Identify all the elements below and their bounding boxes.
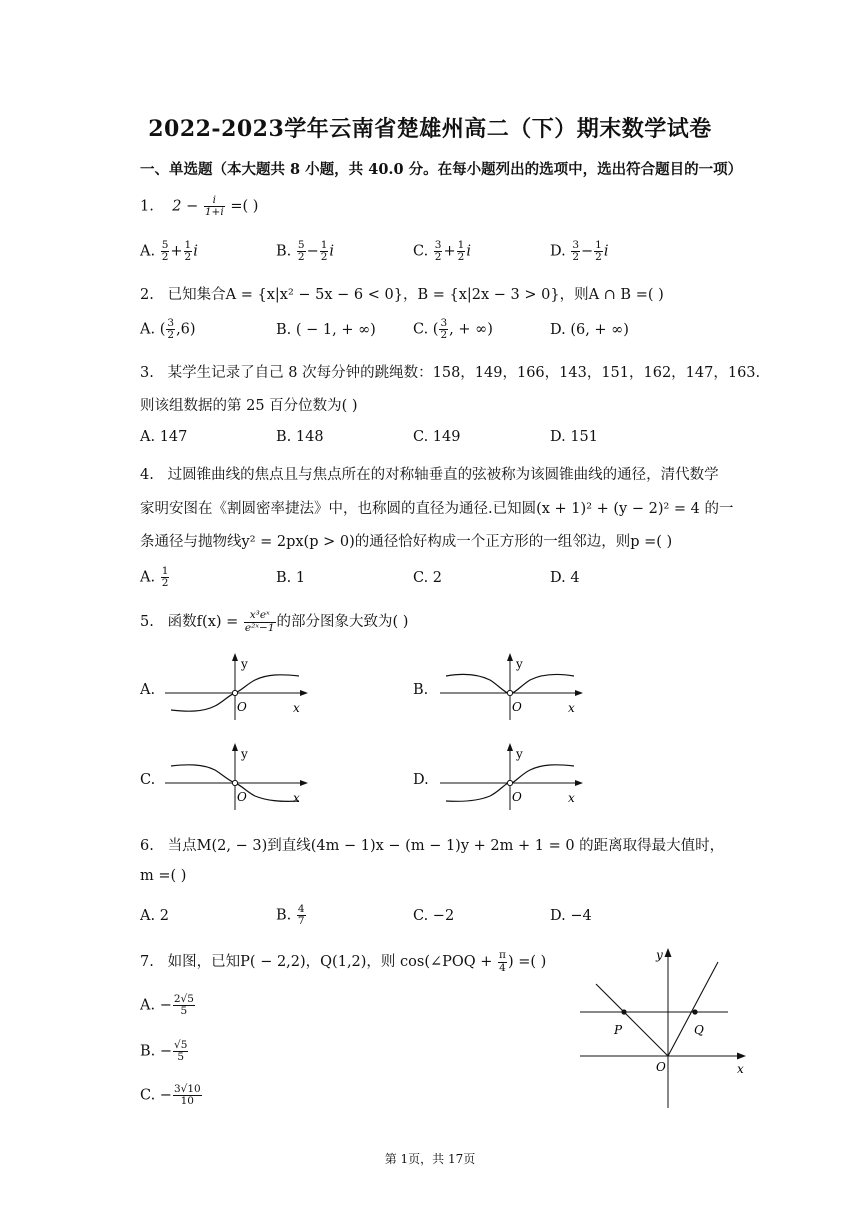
- question-1: [140, 195, 258, 218]
- svg-text:x: x: [293, 701, 300, 715]
- question-number: 6.: [140, 838, 154, 854]
- question-stem: 过圆锥曲线的焦点且与焦点所在的对称轴垂直的弦被称为该圆锥曲线的通径，清代数学: [167, 467, 719, 483]
- question-number: 3.: [140, 365, 154, 381]
- question-stem: 当点M(2, − 3)到直线(4m − 1)x − (m − 1)y + 2m + 1 = 0 的距离取得最大值时，: [167, 838, 725, 854]
- option-c[interactable]: C. 2: [413, 570, 443, 586]
- svg-text:P: P: [614, 1023, 623, 1037]
- option-a[interactable]: A. $\frac{1}{2}$: [140, 565, 169, 590]
- section-heading: 一、单选题（本大题共 8 小题，共 40.0 分。在每小题列出的选项中，选出符合题目的一项）: [140, 161, 743, 178]
- option-a[interactable]: A. $\frac{5}{2}$ + $\frac{1}{2}$ i: [140, 239, 198, 264]
- page-footer: 第 1页，共 17页: [384, 1152, 476, 1166]
- option-c[interactable]: C. −2: [413, 908, 455, 924]
- option-b[interactable]: B. ( − 1, + ∞): [276, 322, 376, 338]
- question-4-line-2: 家明安图在《割圆密率捷法》中，也称圆的直径为通径.已知圆(x + 1)² + (y − 2)² = 4 的一: [140, 501, 734, 517]
- option-d[interactable]: D. (6, + ∞): [550, 322, 629, 338]
- svg-text:y: y: [516, 657, 523, 671]
- question-3-line-2: 则该组数据的第 25 百分位数为( ): [140, 398, 358, 414]
- graph-option-c[interactable]: [163, 740, 313, 812]
- svg-text:O: O: [656, 1060, 666, 1074]
- fraction: $\frac{i}{1+i}$: [204, 194, 224, 219]
- option-c[interactable]: C. $\frac{3}{2}$ + $\frac{1}{2}$ i: [413, 239, 471, 264]
- figure-poq: [578, 942, 756, 1112]
- question-number: 4.: [140, 467, 154, 483]
- question-number: 5.: [140, 614, 154, 630]
- option-c[interactable]: C. 149: [413, 429, 461, 445]
- page-title: 2022-2023学年云南省楚雄州高二（下）期末数学试卷: [148, 116, 712, 142]
- option-a[interactable]: A. ( $\frac{3}{2}$ ,6): [140, 317, 196, 342]
- question-stem: =( ): [230, 198, 259, 215]
- option-d[interactable]: D. −4: [550, 908, 592, 924]
- question-number: 1.: [140, 198, 154, 215]
- svg-text:O: O: [237, 790, 247, 804]
- question-number: 7.: [140, 954, 154, 970]
- question-6-line-2: m =( ): [140, 868, 187, 884]
- question-stem: 2 −: [172, 198, 199, 215]
- option-b[interactable]: B. 1: [276, 570, 306, 586]
- option-d[interactable]: D. 4: [550, 570, 580, 586]
- question-stem: 某学生记录了自己 8 次每分钟的跳绳数：158，149，166，143，151，162，147，163.: [167, 365, 761, 381]
- option-d[interactable]: D. $\frac{3}{2}$ − $\frac{1}{2}$ i: [550, 239, 609, 264]
- svg-text:y: y: [241, 747, 248, 761]
- svg-text:O: O: [237, 700, 247, 714]
- svg-text:O: O: [512, 700, 522, 714]
- option-c[interactable]: C. ( $\frac{3}{2}$ , + ∞): [413, 317, 493, 342]
- option-a[interactable]: A. 147: [140, 429, 188, 445]
- option-b[interactable]: B. $\frac{5}{2}$ − $\frac{1}{2}$ i: [276, 239, 335, 264]
- svg-text:x: x: [737, 1062, 744, 1076]
- graph-option-d[interactable]: [438, 740, 588, 812]
- svg-text:Q: Q: [694, 1023, 704, 1037]
- option-a[interactable]: A. − $\frac{2√5}{5}$: [140, 993, 194, 1018]
- question-4-line-3: 条通径与抛物线y² = 2px(p > 0)的通径恰好构成一个正方形的一组邻边，则p =( ): [140, 534, 673, 550]
- svg-text:x: x: [568, 791, 575, 805]
- option-a[interactable]: A.: [140, 682, 156, 698]
- question-2: [140, 283, 664, 304]
- question-stem: 已知集合A = {x|x² − 5x − 6 < 0}，B = {x|2x − 3 > 0}，则A ∩ B =( ): [167, 287, 664, 303]
- graph-option-a[interactable]: [163, 650, 313, 722]
- option-b[interactable]: B. 148: [276, 429, 324, 445]
- option-d[interactable]: D. 151: [550, 429, 599, 445]
- question-number: 2.: [140, 287, 154, 303]
- option-c[interactable]: C. − $\frac{3√10}{10}$: [140, 1083, 201, 1108]
- question-3: [140, 361, 760, 382]
- fraction: $\frac{\pi}{4}$: [499, 949, 506, 974]
- option-d[interactable]: D.: [413, 772, 429, 788]
- question-6: [140, 834, 724, 855]
- fraction: $\frac{\text{x³eˣ}}{\text{e²ˣ−1}}$: [244, 609, 275, 634]
- svg-text:x: x: [293, 791, 300, 805]
- option-c[interactable]: C.: [140, 772, 156, 788]
- question-stem: 如图，已知P( − 2,2)，Q(1,2)，则 cos(∠POQ +: [167, 954, 493, 970]
- option-a[interactable]: A. 2: [140, 908, 169, 924]
- question-4: [140, 463, 719, 484]
- option-b[interactable]: B. − $\frac{√5}{5}$: [140, 1039, 188, 1064]
- question-5: 5. 函数f(x) = $\frac{\text{x³eˣ}}{\text{e²ˣ−1}}$ 的部分图象大致为( ): [140, 609, 409, 634]
- option-b[interactable]: B. $\frac{4}{7}$: [276, 903, 305, 928]
- svg-text:O: O: [512, 790, 522, 804]
- graph-option-b[interactable]: [438, 650, 588, 722]
- question-stem: 函数f(x) =: [167, 614, 239, 630]
- svg-text:y: y: [516, 747, 523, 761]
- question-7: 7. 如图，已知P( − 2,2)，Q(1,2)，则 cos(∠POQ + $\frac{\pi}{4}$ ) =( ): [140, 949, 547, 974]
- option-b[interactable]: B.: [413, 682, 429, 698]
- svg-text:y: y: [656, 948, 663, 962]
- svg-text:x: x: [568, 701, 575, 715]
- svg-text:y: y: [241, 657, 248, 671]
